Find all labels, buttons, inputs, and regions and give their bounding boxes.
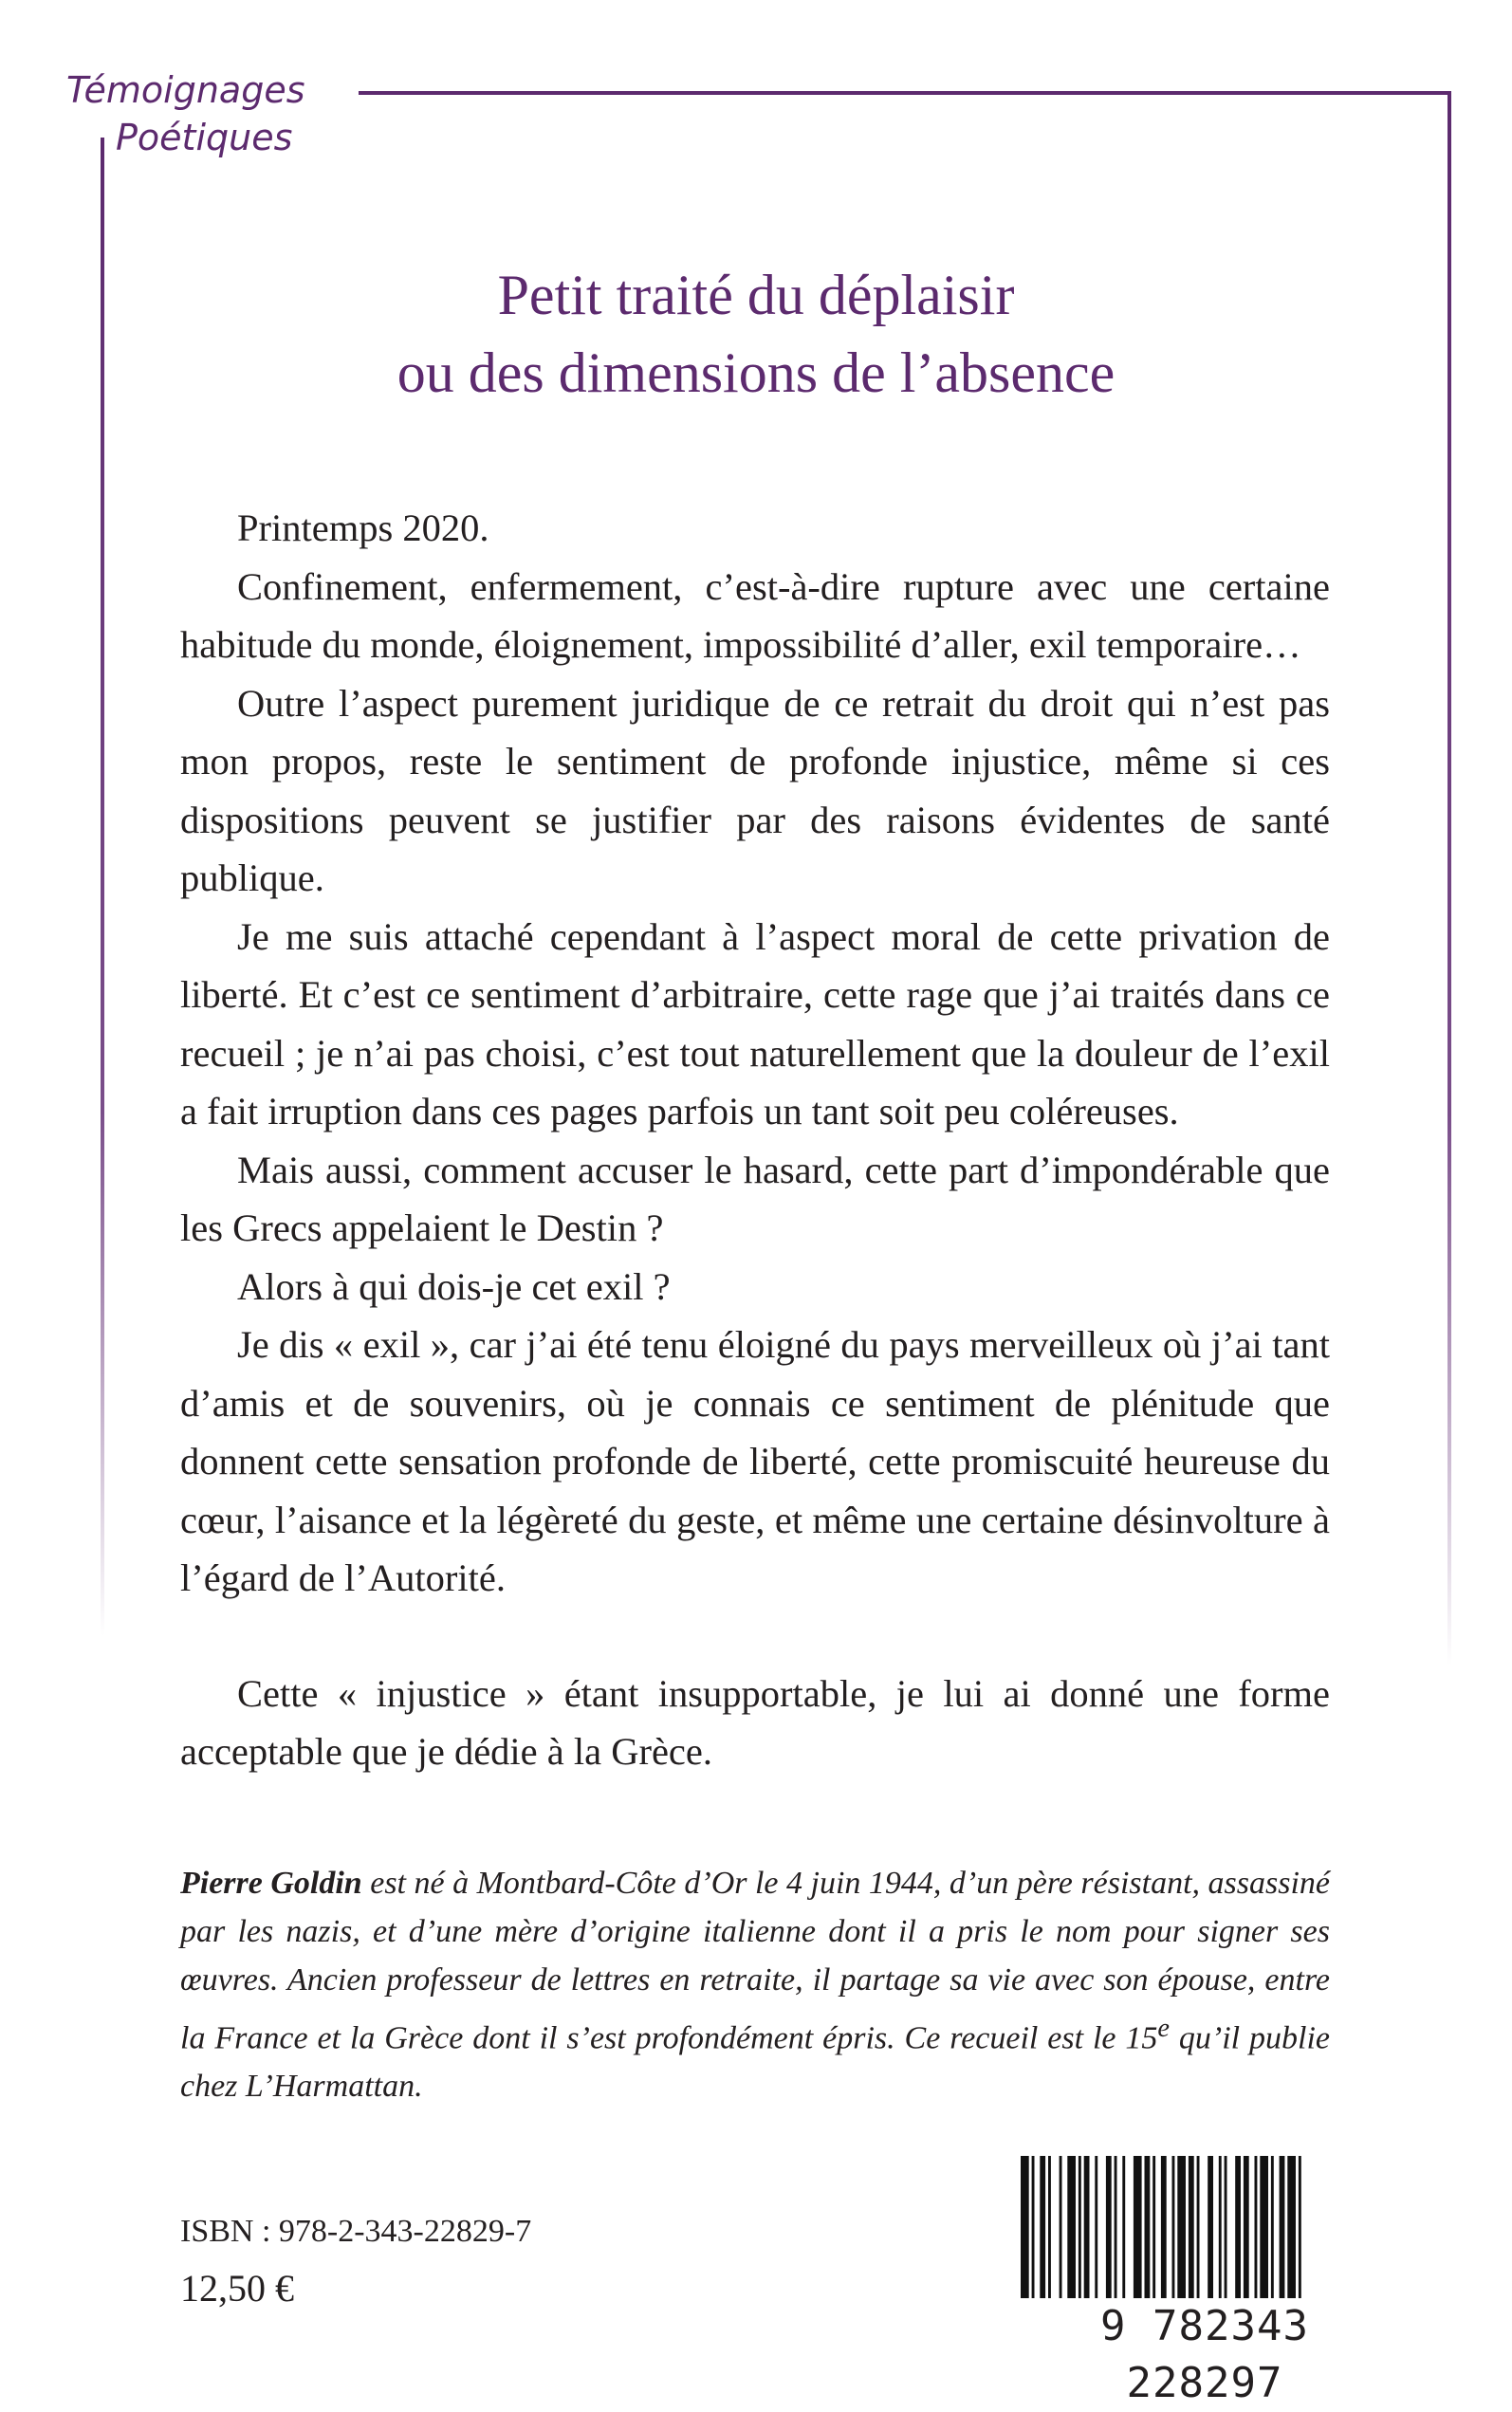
barcode-bar (1271, 2156, 1274, 2298)
paragraph: Je me suis attaché cependant à l’aspect moral de cette privation de liberté. Et c’est ce sentiment d’arbitraire, cette rage que j’ai traités dans ce recueil ; je n’ai pas choisi, c’est tout naturellement que la douleur de l’exil a fait irruption dans ces pages parfois un tant soit peu coléreuses. (180, 914, 1330, 1132)
barcode-bar (1122, 2156, 1125, 2298)
paragraph: Cette « injustice » étant insupportable, je lui ai donné une forme acceptable que je dédie à la Grèce. (180, 1671, 1330, 1773)
paragraph: Je dis « exil », car j’ai été tenu éloigné du pays merveilleux où j’ai tant d’amis et de souvenirs, où je connais ce sentiment de plénitude que donnent cette sensation profonde de liberté, cette promiscuité heureuse du cœur, l’aisance et la légèreté du geste, et même une certaine désinvolture à l’égard de l’Autorité. (180, 1323, 1330, 1599)
barcode-bar (1040, 2156, 1045, 2298)
barcode-bar (1235, 2156, 1241, 2298)
back-cover-text (180, 499, 1330, 1781)
frame-top-border (359, 91, 1451, 95)
barcode-bar (1048, 2156, 1051, 2298)
barcode-bar (1095, 2156, 1097, 2298)
barcode-bar (1161, 2156, 1167, 2298)
barcode-bar (1219, 2156, 1222, 2298)
barcode-bar (1152, 2156, 1155, 2298)
barcode-bar (1145, 2156, 1151, 2298)
collection-line-2: Poétiques (116, 117, 293, 158)
collection-line-1: Témoignages (66, 69, 305, 111)
paragraph: Mais aussi, comment accuser le hasard, cette part d’impondérable que les Grecs appelaient le Destin ? (180, 1148, 1330, 1249)
barcode-bar (1106, 2156, 1112, 2298)
barcode-bar (1260, 2156, 1268, 2298)
barcode-bar (1115, 2156, 1117, 2298)
title-line-2: ou des dimensions de l’absence (396, 341, 1116, 404)
barcode-bar (1177, 2156, 1186, 2298)
barcode-bar (1208, 2156, 1213, 2298)
barcode-bar (1189, 2156, 1194, 2298)
barcode-bar (1287, 2156, 1296, 2298)
paragraph: Alors à qui dois-je cet exil ? (237, 1264, 671, 1308)
barcode-bar (1021, 2156, 1029, 2298)
barcode-bar (1255, 2156, 1258, 2298)
barcode-bar (1084, 2156, 1090, 2298)
ordinal-superscript: e (1157, 2014, 1170, 2043)
barcode-bar (1060, 2156, 1062, 2298)
barcode-bars (1015, 2156, 1394, 2298)
barcode-bar (1244, 2156, 1249, 2298)
author-name: Pierre Goldin (180, 1866, 362, 1901)
bio-text-end: qu’il publie chez L’Harmattan. (180, 2020, 1331, 2105)
barcode-bar (1032, 2156, 1035, 2298)
barcode-bar (1197, 2156, 1200, 2298)
barcode-bar (1134, 2156, 1142, 2298)
bio-text: est né à Montbard-Côte d’Or le 4 juin 1944, d’un père résistant, assassiné par les nazis, et d’une mère d’origine italienne dont il a pris le nom pour signer ses œuvres. Ancien professeur de lettres en retraite, il partage sa vie avec son épouse, entre la France et la Grèce dont il s’est profondément épris. Ce recueil est le 15 (180, 1866, 1330, 2056)
isbn: ISBN : 978-2-343-22829-7 (180, 2214, 532, 2249)
barcode-bar (1299, 2156, 1301, 2298)
paragraph: Confinement, enfermement, c’est-à-dire rupture avec une certaine habitude du monde, éloignement, impossibilité d’aller, exil temporaire… (180, 564, 1330, 666)
book-title (0, 256, 1512, 412)
author-bio (180, 1859, 1330, 2110)
barcode-bar (1225, 2156, 1227, 2298)
barcode-bar (1172, 2156, 1175, 2298)
paragraph: Printemps 2020. (237, 506, 489, 549)
barcode-bar (1067, 2156, 1076, 2298)
barcode-bar (1079, 2156, 1081, 2298)
barcode-digits: 9 782343 228297 (1015, 2298, 1394, 2412)
barcode-bar (1280, 2156, 1285, 2298)
title-line-1: Petit traité du déplaisir (497, 264, 1015, 326)
price: 12,50 € (180, 2267, 294, 2310)
paragraph: Outre l’aspect purement juridique de ce retrait du droit qui n’est pas mon propos, reste le sentiment de profonde injustice, même si ces dispositions peuvent se justifier par des raisons évidentes de santé publique. (180, 681, 1330, 899)
